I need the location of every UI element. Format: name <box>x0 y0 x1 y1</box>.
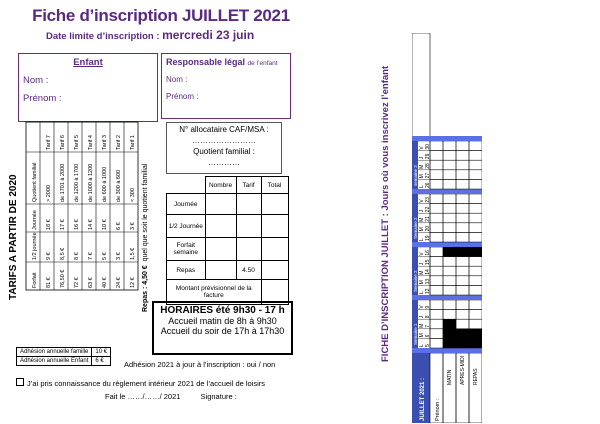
day-cell <box>430 329 443 339</box>
tarifs-cell: 76,50 € <box>60 269 66 288</box>
tarifs-cell: < 300 <box>130 188 136 202</box>
day-cell[interactable] <box>456 160 469 170</box>
weekday-letter: L <box>419 291 425 294</box>
calc-label-montant: Montant prévisionnel de la facture <box>167 280 262 305</box>
caf-number-label: N° allocataire CAF/MSA : <box>179 125 269 134</box>
calc-input[interactable] <box>261 261 288 280</box>
calc-header-tarif: Tarif <box>236 177 261 194</box>
calc-input[interactable] <box>205 215 236 238</box>
day-cell[interactable] <box>469 257 482 267</box>
day-cell[interactable] <box>469 329 482 339</box>
inscription-grid-page <box>300 0 600 424</box>
day-cell[interactable] <box>469 151 482 161</box>
day-cell[interactable] <box>443 141 456 151</box>
weekday-letter: M <box>419 323 425 328</box>
deadline-date: mercredi 23 juin <box>162 28 255 42</box>
tarifs-cell: Tarif 4 <box>88 135 94 150</box>
horaires-title: HORAIRES été 9h30 - 17 h <box>160 305 285 316</box>
day-cell[interactable] <box>456 170 469 180</box>
day-cell <box>430 141 443 151</box>
day-cell[interactable] <box>469 310 482 320</box>
day-cell[interactable] <box>469 170 482 180</box>
day-cell[interactable] <box>469 319 482 329</box>
day-cell[interactable] <box>443 194 456 204</box>
day-number: 19 <box>425 235 431 241</box>
day-cell[interactable] <box>456 141 469 151</box>
day-cell <box>430 300 443 310</box>
calc-header-nombre: Nombre <box>205 177 236 194</box>
day-number: 30 <box>425 144 431 150</box>
row-label-repas: REPAS <box>473 368 479 385</box>
row-label-cell <box>443 353 456 423</box>
day-cell[interactable] <box>443 329 456 339</box>
day-cell <box>430 338 443 348</box>
day-number: 26 <box>425 182 431 188</box>
day-cell[interactable] <box>443 170 456 180</box>
tarifs-cell: 17 € <box>60 219 66 230</box>
day-cell[interactable] <box>456 266 469 276</box>
tarifs-cell: 8 € <box>74 252 80 260</box>
calc-label-journee: Journée <box>167 194 206 215</box>
reglement-line: J’ai pris connaissance du règlement intérieur 2021 de l’accueil de loisirs <box>16 378 265 388</box>
juillet-label: JUILLET 2021 : <box>420 377 426 421</box>
tarifs-cell: 72 € <box>74 277 80 288</box>
day-cell[interactable] <box>456 329 469 339</box>
day-cell[interactable] <box>456 319 469 329</box>
caf-box <box>166 122 282 174</box>
weekday-letter: M <box>419 227 425 232</box>
signature-line <box>105 392 237 401</box>
day-number: 27 <box>425 172 431 179</box>
day-cell[interactable] <box>456 194 469 204</box>
day-number: 7 <box>425 325 431 328</box>
day-cell <box>430 266 443 276</box>
calc-label-demi: 1/2 Journée <box>167 215 206 238</box>
weekday-letter: V <box>419 252 425 256</box>
weekday-letter: M <box>419 164 425 169</box>
day-cell[interactable] <box>443 204 456 214</box>
tarifs-cell: de 1000 à 1200 <box>88 163 94 202</box>
day-cell[interactable] <box>469 300 482 310</box>
day-number: 29 <box>425 153 431 160</box>
day-cell[interactable] <box>469 223 482 233</box>
day-cell[interactable] <box>456 285 469 295</box>
day-cell <box>430 151 443 161</box>
day-number: 22 <box>425 206 431 213</box>
day-cell <box>430 223 443 233</box>
adhesion-note: Adhésion 2021 à jour à l’inscription : oui / non <box>124 360 276 369</box>
tarifs-cell: de 1701 à 2000 <box>60 163 66 202</box>
quotient-field[interactable]: ………… <box>208 158 240 167</box>
caf-number-field[interactable]: …………………… <box>192 136 256 145</box>
day-cell[interactable] <box>456 179 469 189</box>
weekday-letter: L <box>419 238 425 241</box>
day-cell <box>430 170 443 180</box>
tarifs-cell: 12 € <box>130 277 136 288</box>
grid-title: FICHE D’INSCRIPTION JUILLET : Jours où vous inscrivez l’enfant <box>380 65 391 362</box>
week-separator <box>412 295 482 300</box>
day-cell[interactable] <box>456 300 469 310</box>
calc-input[interactable] <box>205 238 236 261</box>
day-cell[interactable] <box>456 257 469 267</box>
calc-input[interactable] <box>205 194 236 215</box>
weekday-letter: V <box>419 305 425 309</box>
enfant-nom[interactable]: Nom : <box>23 75 49 86</box>
day-cell[interactable] <box>469 179 482 189</box>
day-cell[interactable] <box>469 276 482 286</box>
weekday-letter: M <box>419 270 425 275</box>
day-cell[interactable] <box>443 338 456 348</box>
day-cell[interactable] <box>456 213 469 223</box>
tarifs-cell: 10 € <box>102 219 108 230</box>
adhesion-enfant-value: 6 € <box>92 357 111 366</box>
week-separator <box>412 348 482 353</box>
adhesion-famille-label: Adhésion annuelle famille <box>17 348 92 357</box>
day-cell[interactable] <box>443 232 456 242</box>
tarifs-cell: 3 € <box>116 252 122 260</box>
tarifs-cell: 18 € <box>46 219 52 230</box>
day-cell <box>430 257 443 267</box>
calc-input[interactable] <box>236 215 261 238</box>
day-cell <box>430 179 443 189</box>
day-grid <box>412 33 482 423</box>
tarifs-cell: 14 € <box>88 219 94 230</box>
tarifs-cell: 3 € <box>130 222 136 230</box>
quotient-label: Quotient familial : <box>193 147 255 156</box>
weekday-letter: V <box>419 199 425 203</box>
day-cell <box>430 213 443 223</box>
day-cell[interactable] <box>456 276 469 286</box>
day-cell[interactable] <box>469 266 482 276</box>
day-cell[interactable] <box>443 223 456 233</box>
day-cell[interactable] <box>469 194 482 204</box>
day-cell <box>430 232 443 242</box>
day-number: 28 <box>425 163 431 169</box>
tarifs-col-header: 1/2 journée <box>32 232 38 260</box>
calc-input[interactable] <box>261 215 288 238</box>
day-cell[interactable] <box>469 285 482 295</box>
tarifs-cell: 24 € <box>116 277 122 288</box>
weekday-letter: L <box>419 344 425 347</box>
calc-input[interactable] <box>236 238 261 261</box>
row-label-matin: MATIN <box>447 369 453 385</box>
weekday-letter: M <box>419 333 425 338</box>
week-separator <box>412 242 482 247</box>
week-name: Semaine 2 <box>413 270 418 292</box>
calc-input[interactable] <box>261 238 288 261</box>
day-cell <box>430 276 443 286</box>
tarifs-label: TARIFS A PARTIR DE 2020 <box>8 174 19 300</box>
reglement-checkbox[interactable] <box>16 378 24 386</box>
day-number: 5 <box>425 344 431 347</box>
tarifs-cell: 63 € <box>88 277 94 288</box>
tarifs-cell: Tarif 1 <box>130 135 136 150</box>
enfant-box <box>18 53 158 122</box>
responsable-box <box>161 53 291 119</box>
horaires-matin: Accueil matin de 8h à 9h30 <box>168 316 277 326</box>
weekday-letter: V <box>419 146 425 150</box>
tarifs-cell: 5 € <box>102 252 108 260</box>
day-cell[interactable] <box>469 141 482 151</box>
weekday-letter: L <box>419 185 425 188</box>
day-number: 6 <box>425 334 431 338</box>
fait-le[interactable]: Fait le ……/……/ 2021 <box>105 392 181 401</box>
tarifs-cell: 9 € <box>46 252 52 260</box>
deadline <box>46 28 254 42</box>
day-cell[interactable] <box>456 247 469 257</box>
day-cell[interactable] <box>443 310 456 320</box>
row-label-apres-midi: APRES-MIDI <box>460 355 466 385</box>
adhesion-enfant-label: Adhésion annuelle Enfant <box>17 357 92 366</box>
prenom-label: Prénom : <box>435 398 441 421</box>
tarifs-cell: 7 € <box>88 252 94 260</box>
day-cell[interactable] <box>456 204 469 214</box>
day-cell[interactable] <box>469 213 482 223</box>
day-cell[interactable] <box>443 213 456 223</box>
calc-table <box>166 176 289 305</box>
day-number: 20 <box>425 225 431 232</box>
row-label-cell <box>469 353 482 423</box>
day-cell <box>430 160 443 170</box>
responsable-prenom[interactable]: Prénom : <box>166 92 199 101</box>
tarifs-cell: Tarif 2 <box>116 135 122 150</box>
day-number: 9 <box>425 305 431 309</box>
tarifs-cell: 6 € <box>116 222 122 230</box>
tarifs-cell: 81 € <box>46 277 52 288</box>
enfant-header: Enfant <box>73 57 103 68</box>
day-cell <box>430 310 443 320</box>
weekday-letter: J <box>419 209 425 213</box>
tarifs-cell: Tarif 6 <box>60 135 66 150</box>
enfant-prenom[interactable]: Prénom : <box>23 93 62 104</box>
calc-input[interactable] <box>205 261 236 280</box>
page-title: Fiche d’inscription JUILLET 2021 <box>32 6 290 25</box>
day-cell <box>430 247 443 257</box>
adhesion-famille-value: 10 € <box>92 348 111 357</box>
calc-repas-tarif: 4.50 <box>236 261 261 280</box>
day-number: 21 <box>425 216 431 222</box>
day-cell[interactable] <box>443 319 456 329</box>
day-cell[interactable] <box>469 338 482 348</box>
tarifs-cell: de 1200 à 1700 <box>74 163 80 202</box>
tarifs-cell: Tarif 7 <box>46 135 52 150</box>
tarifs-cell: de 300 à 600 <box>116 169 122 202</box>
day-cell[interactable] <box>456 310 469 320</box>
calc-label-repas: Repas <box>167 261 206 280</box>
day-cell[interactable] <box>456 338 469 348</box>
day-cell <box>430 204 443 214</box>
day-number: 23 <box>425 197 431 203</box>
day-cell[interactable] <box>456 151 469 161</box>
day-cell[interactable] <box>469 247 482 257</box>
tarifs-cell: > 2000 <box>46 185 52 202</box>
day-cell[interactable] <box>443 257 456 267</box>
repas-note: Repas : 4,50 € quel que soit le quotient familial <box>142 163 149 312</box>
calc-input[interactable] <box>261 194 288 215</box>
week-separator <box>412 189 482 194</box>
calc-header-total: Total <box>261 177 288 194</box>
day-cell[interactable] <box>443 151 456 161</box>
tarifs-col-header: Journée <box>32 210 38 230</box>
day-cell <box>430 194 443 204</box>
weekday-letter: M <box>419 217 425 222</box>
day-cell <box>430 319 443 329</box>
adhesion-table <box>16 347 111 366</box>
day-cell[interactable] <box>469 232 482 242</box>
week-name: Semaine 2 <box>413 217 418 239</box>
deadline-label: Date limite d’inscription : <box>46 31 160 42</box>
day-cell[interactable] <box>443 160 456 170</box>
day-number: 12 <box>425 288 431 294</box>
horaires-soir: Accueil du soir de 17h à 17h30 <box>160 326 285 336</box>
day-cell[interactable] <box>443 247 456 257</box>
calc-label-forfait: Forfait semaine <box>167 238 206 261</box>
week-separator <box>412 136 482 141</box>
responsable-header: Responsable légal de l’enfant <box>166 57 278 67</box>
tarifs-cell: 1,5 € <box>130 247 136 260</box>
tarifs-cell: 8,5 € <box>60 247 66 260</box>
day-number: 14 <box>425 269 431 275</box>
tarifs-cell: de 600 à 1000 <box>102 166 108 202</box>
signature[interactable]: Signature : <box>200 392 237 401</box>
weekday-letter: J <box>419 262 425 266</box>
week-name: semaine 3 <box>413 165 418 186</box>
tarifs-col-header: Quotient familial <box>32 162 38 202</box>
calc-input[interactable] <box>236 194 261 215</box>
day-number: 16 <box>425 250 431 256</box>
day-cell[interactable] <box>469 160 482 170</box>
tarifs-col-header: Forfait <box>32 272 38 288</box>
day-cell[interactable] <box>443 300 456 310</box>
day-number: 8 <box>425 315 431 319</box>
day-cell <box>430 285 443 295</box>
weekday-letter: M <box>419 174 425 179</box>
weekday-letter: J <box>419 315 425 319</box>
day-cell[interactable] <box>456 232 469 242</box>
week-name: Semaine 1 <box>413 323 418 345</box>
day-number: 15 <box>425 259 431 266</box>
responsable-nom[interactable]: Nom : <box>166 75 188 84</box>
weekday-letter: J <box>419 156 425 160</box>
tarifs-cell: Tarif 5 <box>74 135 80 150</box>
day-cell[interactable] <box>469 204 482 214</box>
day-cell[interactable] <box>443 179 456 189</box>
tarifs-cell: 40 € <box>102 277 108 288</box>
tarifs-table <box>26 122 176 322</box>
weekday-letter: M <box>419 280 425 285</box>
horaires-box <box>152 301 293 355</box>
tarifs-cell: 16 € <box>74 219 80 230</box>
day-cell[interactable] <box>456 223 469 233</box>
day-number: 13 <box>425 278 431 285</box>
tarifs-cell: Tarif 3 <box>102 135 108 150</box>
day-cell[interactable] <box>443 276 456 286</box>
day-cell[interactable] <box>443 266 456 276</box>
day-cell[interactable] <box>443 285 456 295</box>
